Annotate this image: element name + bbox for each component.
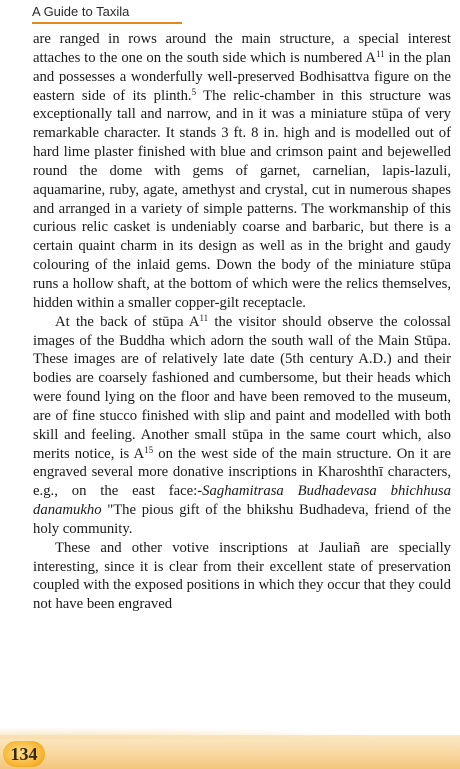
paragraph-1: are ranged in rows around the main structure, a special interest attaches to the one on the south side which is numbered $A^{11}$ in the plan and possesses a wonderfully well-preserved Bodhisattva figure on the eastern side of its plinth.$^5$ The relic-chamber in this structure was exceptionally tall and narrow, and in it was a miniature stūpa of very remarkable character. It stands 3 ft. 8 in. high and is modelled out of hard lime plaster finished with blue and crimson paint and bejewelled round the dome with gems of garnet, carnelian, lapis-lazuli, aquamarine, ruby, agate, amethyst and crystal, cut in numerous shapes and arranged in a variety of simple patterns. The workmanship of this curious relic casket is undeniably coarse and barbaric, but there is a certain quaint charm in its design as well as in the bright and gaudy colouring of the inlaid gems. Down the body of the miniature stūpa runs a hollow shaft, at the bottom of which were the relics themselves, hidden within a smaller copper-gilt receptacle. xyxy=(33,31,451,311)
header-rule xyxy=(32,22,182,24)
page-number: 134 xyxy=(10,743,38,764)
footer-band xyxy=(0,735,460,769)
page-number-badge xyxy=(3,741,45,767)
paragraph-2: At the back of stūpa $A^{11}$ the visitor should observe the colossal images of the Buddha which adorn the south wall of the Main Stūpa. These images are of relatively late date (5th century A.D.) and their bodies are coarsely fashioned and cumbersome, but their heads which were found lying on the floor and have been removed to the museum, are of fine stucco finished with slip and paint and modelled with both skill and feeling. Another small stūpa in the same court which, also merits notice, is $A^{15}$ on the west side of the main structure. On it are engraved several more donative inscriptions in Kharoshthī characters, e.g., on the east face:-Saghamitrasa Budhadevasa bhichhusa danamukho "The pious gift of the bhikshu Budhadeva, friend of the holy community. xyxy=(33,312,451,537)
body-text xyxy=(33,30,451,614)
paragraph-3: These and other votive inscriptions at Jauliañ are specially interesting, since it is clear from their excellent state of preservation coupled with the exposed positions in which they occur that they could not have been engraved xyxy=(33,539,451,613)
running-header xyxy=(32,2,452,26)
running-header-title: A Guide to Taxila xyxy=(32,4,130,19)
